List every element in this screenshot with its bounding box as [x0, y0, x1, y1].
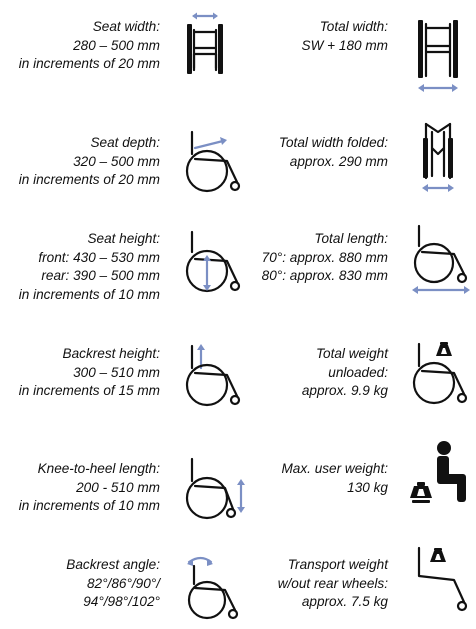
total-width-folded-icon — [414, 120, 462, 196]
spec-seat-depth — [19, 134, 160, 190]
total-width-icon — [414, 14, 462, 94]
spec-note: in increments of 20 mm — [18, 172, 160, 187]
spec-label: Knee-to-heel length: — [37, 461, 160, 476]
spec-value: 320 – 500 mm — [73, 153, 160, 169]
spec-value: approx. 9.9 kg — [301, 383, 388, 398]
spec-note: in increments of 15 mm — [18, 383, 160, 398]
spec-value: 300 – 510 mm — [73, 364, 160, 380]
spec-label: Total width folded: — [278, 135, 388, 150]
spec-value: SW + 180 mm — [301, 37, 388, 53]
spec-value: 82°/86°/90°/ — [86, 575, 160, 591]
spec-value: approx. 7.5 kg — [301, 594, 388, 609]
spec-label: Seat depth: — [90, 135, 160, 150]
spec-seat-width — [19, 18, 160, 74]
spec-knee-to-heel — [19, 460, 160, 516]
max-user-weight-icon — [408, 440, 472, 506]
backrest-angle-icon — [183, 556, 243, 622]
knee-to-heel-icon — [183, 455, 249, 521]
spec-value: 94°/98°/102° — [83, 594, 160, 609]
spec-value: rear: 390 – 500 mm — [41, 268, 160, 283]
spec-label: Seat width: — [92, 19, 160, 34]
spec-label: Backrest angle: — [66, 557, 160, 572]
total-weight-icon — [410, 340, 472, 406]
spec-total-weight — [302, 345, 388, 401]
spec-label: Transport weight — [287, 557, 388, 572]
spec-backrest-angle — [66, 556, 160, 612]
seat-height-icon — [183, 228, 243, 294]
spec-value: 200 - 510 mm — [76, 479, 160, 495]
spec-label: Backrest height: — [62, 346, 160, 361]
spec-note: in increments of 20 mm — [18, 56, 160, 71]
spec-value: 280 – 500 mm — [73, 37, 160, 53]
total-length-icon — [410, 222, 472, 296]
spec-label: Total weight — [315, 346, 388, 361]
transport-weight-icon — [410, 544, 472, 614]
spec-value: approx. 290 mm — [289, 153, 388, 169]
spec-total-width-folded — [279, 134, 388, 171]
spec-value: 80°: approx. 830 mm — [261, 268, 388, 283]
spec-value: 130 kg — [347, 479, 388, 495]
spec-label: Total width: — [319, 19, 388, 34]
spec-value: front: 430 – 530 mm — [38, 249, 160, 265]
spec-label: Total length: — [314, 231, 388, 246]
spec-label: unloaded: — [328, 364, 388, 380]
spec-label: w/out rear wheels: — [277, 575, 388, 591]
spec-label: Max. user weight: — [281, 461, 388, 476]
spec-seat-height — [19, 230, 160, 304]
seat-depth-icon — [183, 128, 243, 194]
spec-transport-weight — [278, 556, 388, 612]
spec-value: 70°: approx. 880 mm — [261, 249, 388, 265]
spec-total-width — [302, 18, 389, 55]
spec-backrest-height — [19, 345, 160, 401]
seat-width-icon — [183, 10, 227, 74]
spec-label: Seat height: — [87, 231, 160, 246]
spec-max-user-weight — [281, 460, 388, 497]
backrest-height-icon — [183, 342, 243, 408]
spec-note: in increments of 10 mm — [18, 286, 160, 302]
spec-note: in increments of 10 mm — [18, 498, 160, 513]
spec-total-length — [262, 230, 388, 286]
